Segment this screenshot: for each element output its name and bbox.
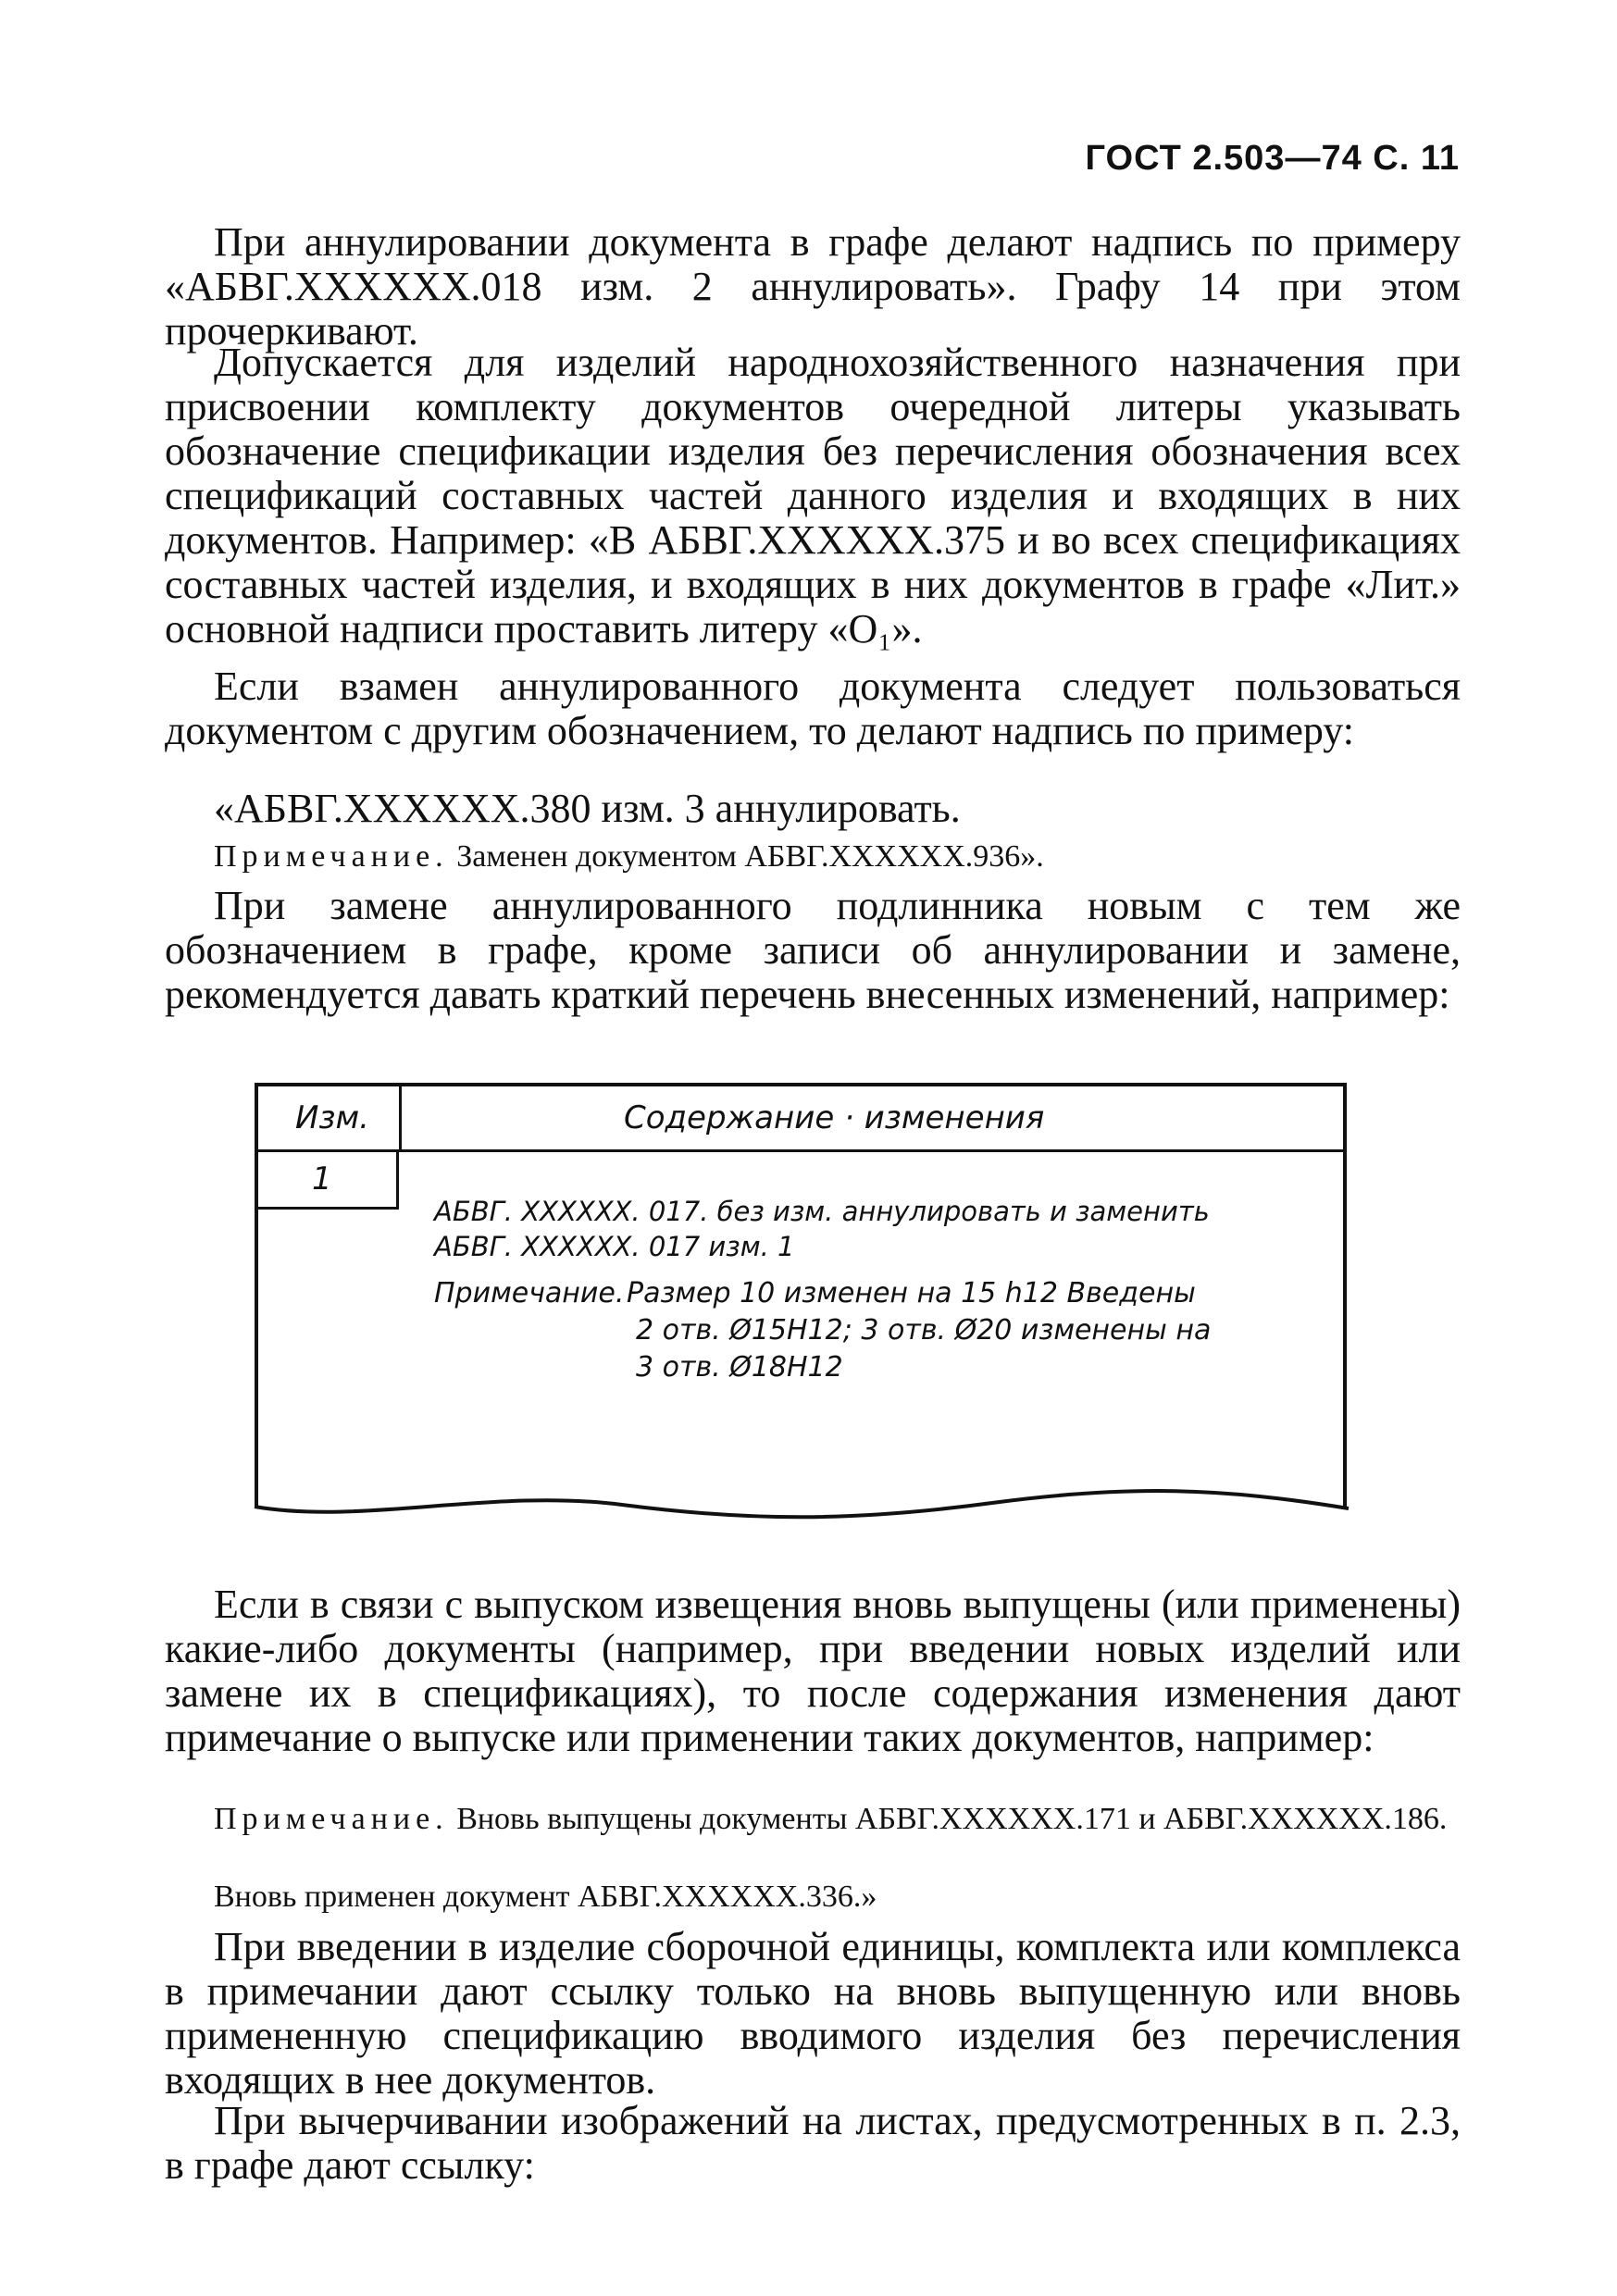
table-header-number: Изм. — [295, 1099, 369, 1136]
table-note-line-3: 3 отв. Ø18H12 — [636, 1351, 843, 1384]
paragraph-new-documents: Если в связи с выпуском извещения вновь выпущены (или применены) какие-либо документы (например, при введении новых изделий или замене их в спецификациях), то после содержания изменения дают примечание о выпуске или применении таких документов, например: — [165, 1582, 1461, 1760]
table-column-divider — [399, 1086, 402, 1149]
note-text: Заменен документом АБВГ.XXXXXX.936». — [456, 839, 1044, 874]
table-note-line-1: Размер 10 изменен на 15 h12 Введены — [627, 1277, 1196, 1309]
table-header-divider — [258, 1149, 1343, 1152]
paragraph-example-annul: «АБВГ.XXXXXX.380 изм. 3 аннулировать. — [214, 786, 961, 831]
change-content-table — [255, 1083, 1347, 1507]
table-note-line-2: 2 отв. Ø15H12; 3 отв. Ø20 изменены на — [636, 1314, 1212, 1347]
table-change-line-2: АБВГ. XXXXXX. 017 изм. 1 — [434, 1231, 795, 1262]
table-note-label: Примечание. — [434, 1277, 625, 1309]
table-change-line-1: АБВГ. XXXXXX. 017. без изм. аннулировать и заменить — [434, 1196, 1210, 1227]
note-text: Вновь выпущены документы АБВГ.XXXXXX.171 и АБВГ.XXXXXX.186. — [456, 1802, 1448, 1836]
paragraph-drawing-sheets: При вычерчивании изображений на листах, предусмотренных в п. 2.3, в графе дают ссылку: — [165, 2098, 1461, 2188]
table-header-content: Содержание · изменения — [624, 1099, 1045, 1136]
note-issued — [214, 1801, 1463, 1838]
table-wavy-break-line — [252, 1481, 1353, 1527]
note-replaced — [214, 838, 1463, 875]
paragraph-annulment: При аннулировании документа в графе делают надпись по примеру «АБВГ.XXXXXX.018 изм. 2 аннулировать». Графу 14 при этом прочеркивают. — [165, 219, 1461, 354]
paragraph-new-original: При замене аннулированного подлинника новым с тем же обозначением в графе, кроме записи об аннулировании и замене, рекомендуется давать краткий перечень внесенных изменений, например: — [165, 883, 1461, 1017]
paragraph-replacement: Если взамен аннулированного документа следует пользоваться документом с другим обозначением, то делают надпись по примеру: — [165, 664, 1461, 753]
note-label: Примечание. — [214, 1802, 449, 1836]
paragraph-allowed-literal: Допускается для изделий народнохозяйственного назначения при присвоении комплекту документов очередной литеры указывать обозначение спецификации изделия без перечисления обозначения всех спецификаций составных частей данного изделия и входящих в них документов. Например: «В АБВГ.XXXXXX.375 и во всех спецификациях составных частей изделия, и входящих в них документов в графе «Лит.» основной надписи проставить литеру «О₁». — [165, 340, 1461, 652]
paragraph-assembly-unit: При введении в изделие сборочной единицы, комплекта или комплекса в примечании дают ссылку только на вновь выпущенную или вновь примененную спецификацию вводимого изделия без перечисления входящих в нее документов. — [165, 1924, 1461, 2103]
table-row-number: 1 — [312, 1160, 332, 1198]
note-label: Примечание. — [214, 839, 449, 874]
note-applied: Вновь применен документ АБВГ.XXXXXX.336.» — [214, 1880, 877, 1914]
running-header: ГОСТ 2.503—74 С. 11 — [1085, 139, 1460, 178]
